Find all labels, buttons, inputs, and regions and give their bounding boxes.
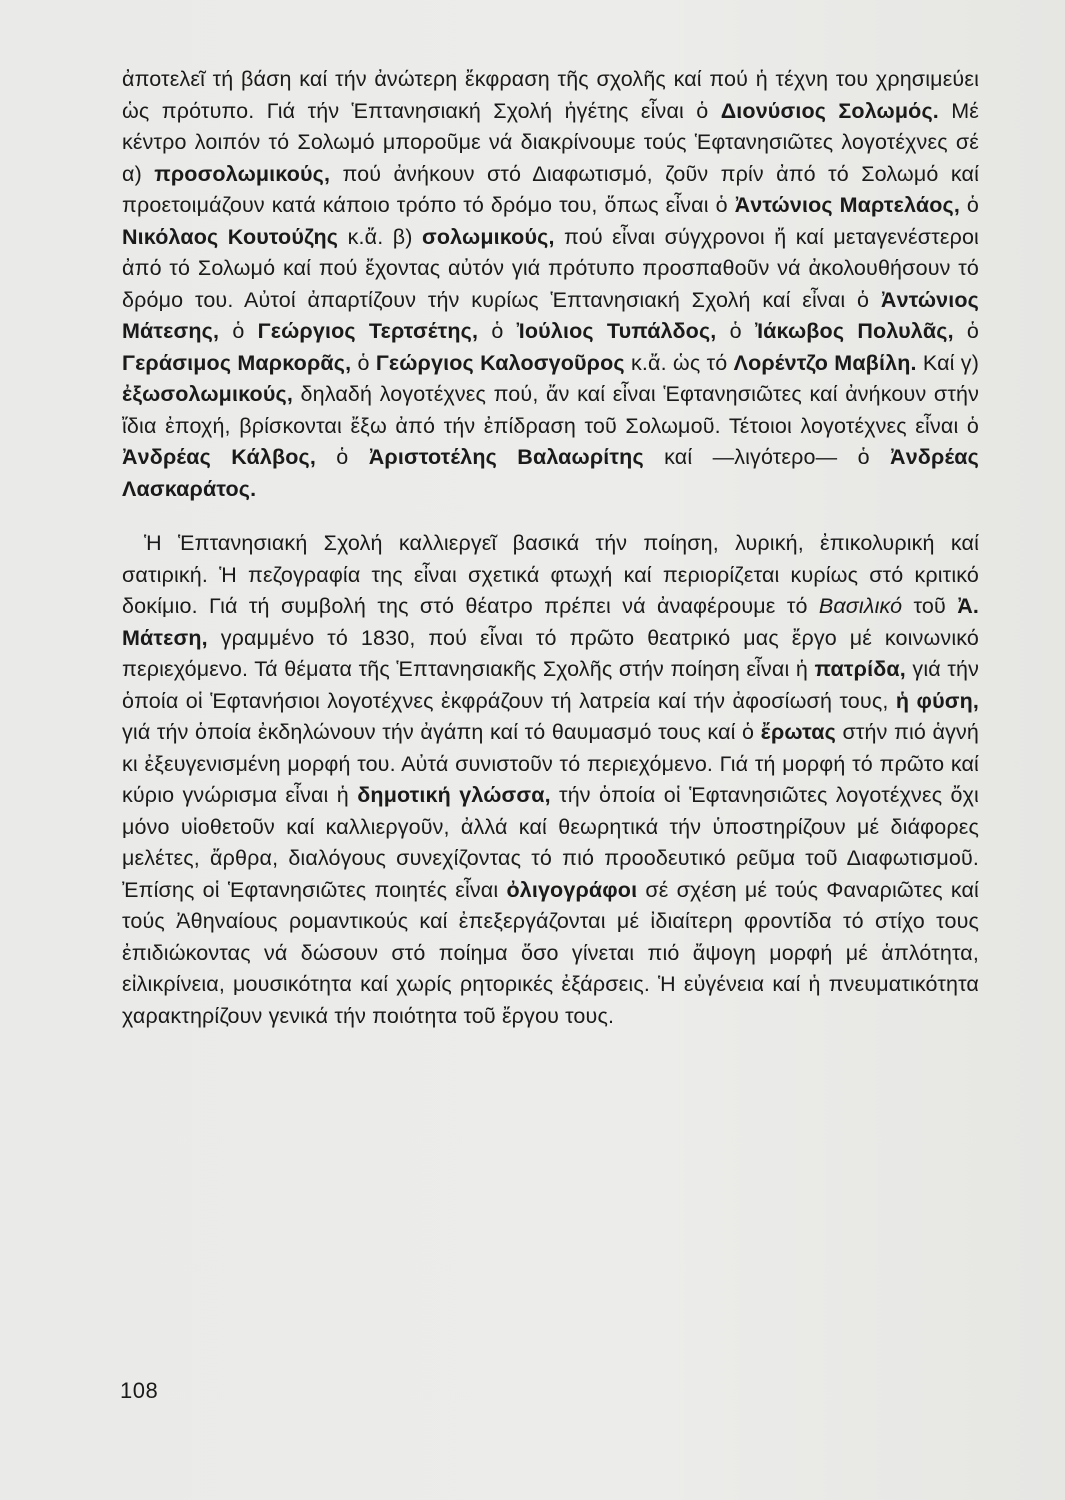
bold-term: Λορέντζο Μαβίλη. xyxy=(733,350,917,375)
text-run: δηλαδή λογοτέχνες πού, ἄν καί εἶναι Ἑφτανησιῶτες καί ἀνήκουν στήν ἴδια ἐποχή, βρίσκονται ἔξω ἀπό τήν ἐπίδραση τοῦ Σολωμοῦ. Τέτοιοι λογοτέχνες εἶναι ὁ xyxy=(122,382,979,438)
text-run: ὁ xyxy=(953,319,980,343)
bold-term: σολωμικούς, xyxy=(422,224,555,249)
bold-term: Ἀντώνιος Μαρτελάος, xyxy=(734,193,960,217)
bold-term: πατρίδα, xyxy=(814,657,906,681)
bold-term: δημοτική γλώσσα, xyxy=(357,783,551,807)
text-run: πού ἀνήκουν στό Διαφωτισμό, ζοῦν πρίν ἀπό τό Σολωμό καί προετοιμάζουν κατά κάποιο τρόπο τό δρόμο του, ὅπως εἶναι ὁ xyxy=(122,161,979,217)
text-run: ὁ xyxy=(478,319,517,343)
bold-term: Ἰούλιος Τυπάλδος, xyxy=(516,319,717,343)
text-run: γιά τήν ὁποία ἐκδηλώνουν τήν ἀγάπη καί τό θαυμασμό τους καί ὁ xyxy=(122,720,761,744)
text-run: ὁ xyxy=(351,350,376,375)
text-run: σέ σχέση μέ τούς Φαναριῶτες καί τούς Ἀθηναίους ρομαντικούς καί ἐπεξεργάζονται μέ ἰδιαίτερη φροντίδα τό στίχο τους ἐπιδιώκοντας νά δώσουν στό ποίημα ὅσο γίνεται πιό ἄψογη μορφή μέ ἁπλότητα, εἰλικρίνεια, μουσικότητα καί χωρίς ρητορικές ἐξάρσεις. Ἡ εὐγένεια καί ἡ πνευματικότητα χαρακτηρίζουν γενικά τήν ποιότητα τοῦ ἔργου τους. xyxy=(122,877,979,1028)
text-run: ὁ xyxy=(219,319,258,343)
text-run: ὁ xyxy=(315,445,369,469)
bold-term: Γεώργιος Τερτσέτης, xyxy=(257,319,479,343)
text-run: ὁ xyxy=(716,319,755,343)
bold-term: ἐξωσολωμικούς, xyxy=(122,382,293,406)
paragraph-gap xyxy=(122,505,979,528)
text-run: κ.ἄ. β) xyxy=(338,224,423,249)
text-run: πού εἶναι σύγχρονοι ἤ καί μεταγενέστεροι ἀπό τό Σολωμό καί πού ἔχοντας αὐτόν γιά πρότυπο προσπαθοῦν νά ἀκολουθήσουν τό δρόμο του. Αὐτοί ἀπαρτίζουν τήν κυρίως Ἑπτανησιακή Σχολή καί εἶναι ὁ xyxy=(122,224,979,312)
bold-term: Ἀνδρέας Λασκαράτος. xyxy=(122,445,979,501)
text-run: Καί γ) xyxy=(916,350,980,375)
bold-term: Διονύσιος Σολωμός. xyxy=(720,98,939,123)
bold-term: ἔρωτας xyxy=(760,720,836,744)
text-run: τοῦ xyxy=(902,594,958,618)
text-run: ἀποτελεῖ τή βάση καί τήν ἀνώτερη ἔκφραση τῆς σχολῆς καί πού ἡ τέχνη του χρησιμεύει ὡς πρότυπο. Γιά τήν Ἑπτανησιακή Σχολή ἡγέτης εἶναι ὁ xyxy=(122,67,979,123)
bold-term: Ἰάκωβος Πολυλᾶς, xyxy=(754,319,954,343)
bold-term: ὀλιγογράφοι xyxy=(506,877,638,902)
bold-term: Ἀ. Μάτεση, xyxy=(122,594,979,650)
bold-term: Ἀντώνιος Μάτεσης, xyxy=(122,287,979,343)
text-run: γραμμένο τό 1830, πού εἶναι τό πρῶτο θεατρικό μας ἔργο μέ κοινωνικό περιεχόμενο. Τά θέματα τῆς Ἑπτανησιακῆς Σχολῆς στήν ποίηση εἶναι ἡ xyxy=(122,625,979,681)
bold-term: Ἀριστοτέλης Βαλαωρίτης xyxy=(368,445,644,469)
bold-term: ἡ φύση, xyxy=(895,688,979,713)
bold-term: προσολωμικούς, xyxy=(154,161,331,186)
text-run: ὁ xyxy=(959,193,979,217)
paragraph-classification xyxy=(122,64,979,505)
text-run: καί —λιγότερο— ὁ xyxy=(643,445,891,469)
text-run: Ἡ Ἑπτανησιακή Σχολή καλλιεργεῖ βασικά τήν ποίηση, λυρική, ἐπικολυρική καί σατιρική. Ἡ πεζογραφία της εἶναι σχετικά φτωχή καί περιορίζεται κυρίως στό κριτικό δοκίμιο. Γιά τή συμβολή της στό θέατρο πρέπει νά ἀναφέρουμε τό xyxy=(122,531,979,618)
paragraph-themes-and-form xyxy=(122,528,979,1032)
bold-term: Γεράσιμος Μαρκορᾶς, xyxy=(122,350,352,375)
bold-term: Ἀνδρέας Κάλβος, xyxy=(122,445,316,469)
text-run: Μέ κέντρο λοιπόν τό Σολωμό μποροῦμε νά διακρίνουμε τούς Ἑφτανησιῶτες λογοτέχνες σέ α) xyxy=(122,98,980,186)
text-run: στήν πιό ἁγνή κι ἐξευγενισμένη μορφή του. Αὐτά συνιστοῦν τό περιεχόμενο. Γιά τή μορφή τό πρῶτο καί κύριο γνώρισμα εἶναι ἡ xyxy=(122,720,979,807)
italic-title: Βασιλικό xyxy=(818,594,903,618)
body-text xyxy=(122,64,979,1032)
text-run: τήν ὁποία οἱ Ἑφτανησιῶτες λογοτέχνες ὄχι μόνο υἱοθετοῦν καί καλλιεργοῦν, ἀλλά καί θεωρητικά τήν ὑποστηρίζουν μέ διάφορες μελέτες, ἄρθρα, διαλόγους συνεχίζοντας τό πιό προοδευτικό ρεῦμα τοῦ Διαφωτισμοῦ. Ἐπίσης οἱ Ἑφτανησιῶτες ποιητές εἶναι xyxy=(122,783,979,902)
bold-term: Γεώργιος Καλοσγοῦρος xyxy=(375,350,625,375)
bold-term: Νικόλαος Κουτούζης xyxy=(122,224,339,249)
text-run: κ.ἄ. ὡς τό xyxy=(624,350,734,375)
text-run: γιά τήν ὁποία οἱ Ἑφτανήσιοι λογοτέχνες ἐκφράζουν τή λατρεία καί τήν ἀφοσίωσή τους, xyxy=(122,657,979,713)
page-number: 108 xyxy=(120,1378,159,1403)
